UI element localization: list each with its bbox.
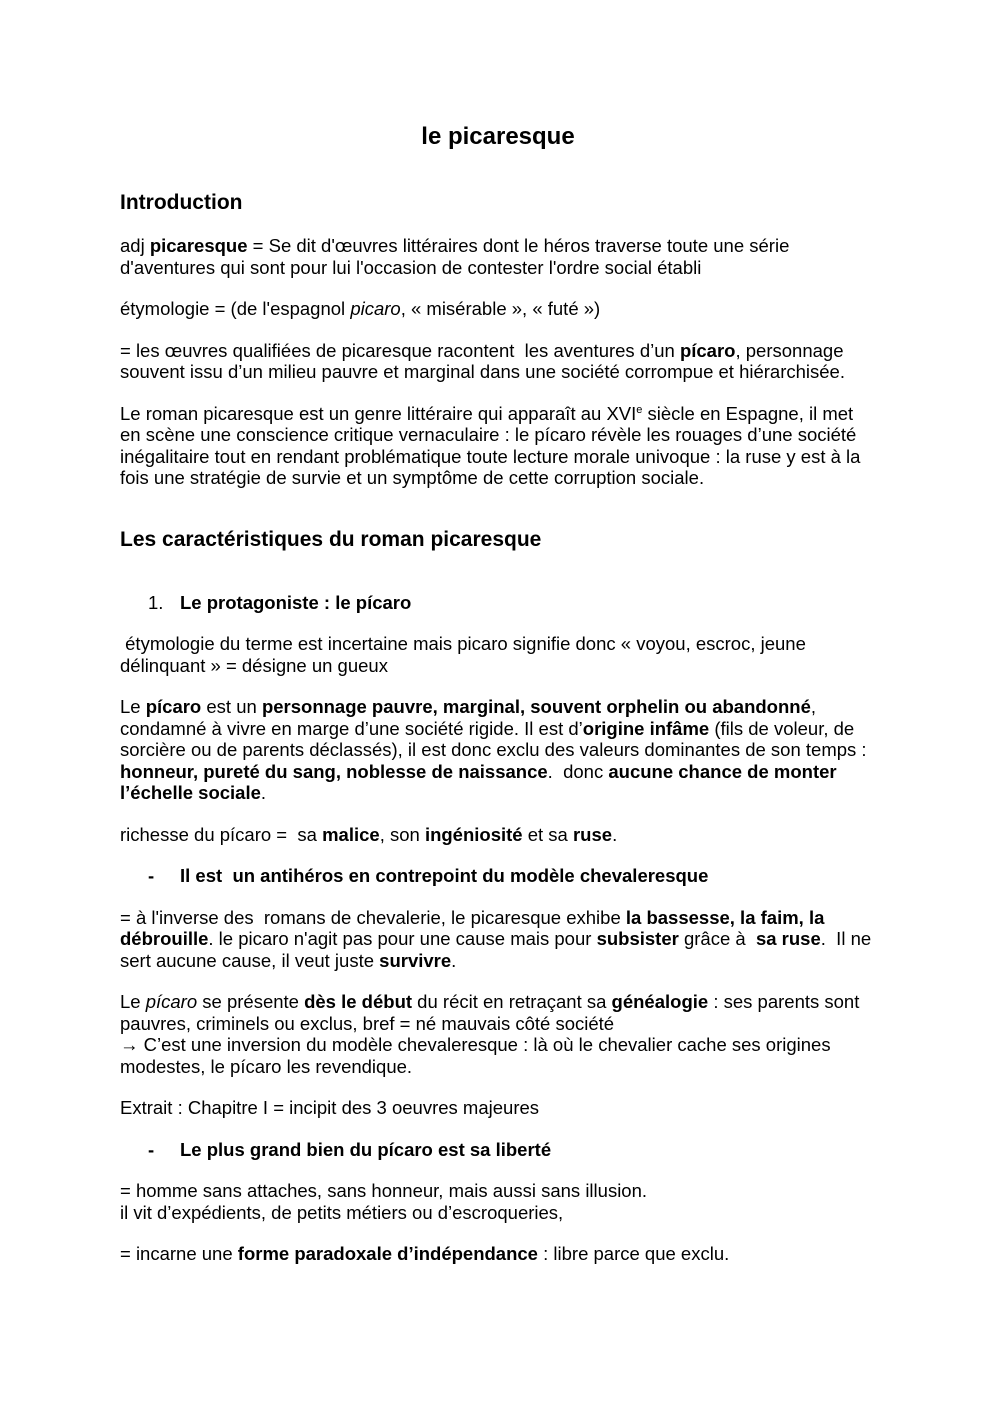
list-marker: 1. xyxy=(148,591,164,613)
text-run: . donc xyxy=(547,760,609,782)
text-run: la bassesse, la faim, la débrouille xyxy=(120,906,830,949)
text-run: dès le début xyxy=(304,991,413,1012)
text-run: Il est un antihéros en contrepoint du modèle chevaleresque xyxy=(180,865,709,886)
paragraph xyxy=(120,403,876,489)
text-run: sa ruse xyxy=(755,928,821,949)
list-item-dash xyxy=(148,865,876,887)
section-heading xyxy=(120,527,876,552)
text-run: e xyxy=(636,403,643,416)
paragraph xyxy=(120,907,876,972)
text-run: siècle en Espagne, il met en scène une conscience critique vernaculaire : le pícaro révèle les rouages d’une société inégalitaire tout en rendant problématique toute lecture morale univoque : la ruse y est à la fois une stratégie de survie et un symptôme de cette corruption sociale. xyxy=(120,402,866,488)
text-run: malice xyxy=(322,823,380,845)
text-run: → C’est une inversion du modèle chevaleresque : là où le chevalier cache ses origines modestes, le pícaro les revendique. xyxy=(120,1034,836,1077)
text-run: Extrait : Chapitre I = incipit des 3 oeuvres majeures xyxy=(120,1097,540,1118)
text-run: grâce à xyxy=(678,928,756,949)
paragraph xyxy=(120,1180,876,1223)
text-run: se présente xyxy=(197,991,305,1012)
text-run: = Se dit d'œuvres littéraires dont le héros traverse toute une série d'aventures qui sont pour lui l'occasion de contester l'ordre social établi xyxy=(120,235,795,278)
paragraph xyxy=(120,696,876,804)
text-run: richesse du pícaro = sa xyxy=(120,823,323,845)
paragraph xyxy=(120,1243,876,1265)
text-run: le picaresque xyxy=(421,123,575,150)
text-run: Le plus grand bien du pícaro est sa liberté xyxy=(180,1138,552,1160)
text-run: subsister xyxy=(596,928,679,949)
text-run: . xyxy=(451,949,457,971)
text-run: et sa xyxy=(522,823,573,845)
list-item-text xyxy=(180,1139,876,1161)
paragraph xyxy=(120,235,876,278)
text-run: picaro xyxy=(350,298,401,319)
paragraph xyxy=(120,824,876,846)
text-run: personnage pauvre, marginal, souvent orphelin ou abandonné xyxy=(261,696,811,717)
text-run: il vit d’expédients, de petits métiers ou d’escroqueries, xyxy=(120,1201,564,1223)
text-run: ruse xyxy=(572,823,613,845)
text-run: est un xyxy=(201,696,262,717)
text-run: Le xyxy=(120,991,146,1012)
paragraph xyxy=(120,1097,876,1119)
text-run: aucune chance de monter l’échelle sociale xyxy=(120,760,842,803)
list-item-text xyxy=(180,865,876,887)
text-run: : libre parce que exclu. xyxy=(537,1243,730,1264)
text-run: étymologie du terme est incertaine mais picaro signifie donc « voyou, escroc, jeune délinquant » = désigne un gueux xyxy=(120,633,812,676)
text-run: pícaro xyxy=(679,339,736,361)
text-run: . xyxy=(612,823,618,845)
list-marker: - xyxy=(148,1138,155,1160)
list-marker: - xyxy=(148,865,155,886)
text-run: survivre xyxy=(379,949,452,971)
paragraph xyxy=(120,991,876,1077)
text-run: du récit en retraçant sa xyxy=(412,991,612,1012)
text-run: = incarne une xyxy=(120,1243,238,1264)
text-run: (fils de voleur, de sorcière ou de parents déclassés), il est donc exclu des valeurs dominantes de son temps : xyxy=(120,717,872,760)
text-run: . le picaro n'agit pas pour une cause mais pour xyxy=(208,928,597,949)
paragraph xyxy=(120,633,876,676)
text-run: généalogie xyxy=(611,991,709,1012)
text-run: = à l'inverse des romans de chevalerie, le picaresque exhibe xyxy=(120,906,626,928)
text-run: : ses parents sont pauvres, criminels ou exclus, bref = né mauvais côté société xyxy=(120,991,865,1034)
section-heading xyxy=(120,190,876,215)
text-run: honneur, pureté du sang, noblesse de naissance xyxy=(120,760,548,782)
list-item-text xyxy=(180,592,876,614)
text-run: = les œuvres qualifiées de picaresque racontent les aventures d’un xyxy=(120,339,680,361)
text-run: , personnage souvent issu d’un milieu pauvre et marginal dans une société corrompue et hiérarchisée. xyxy=(120,339,849,382)
text-run: adj xyxy=(120,235,150,256)
list-item-dash xyxy=(148,1139,876,1161)
doc-title xyxy=(120,122,876,152)
text-run: pícaro xyxy=(145,696,202,717)
paragraph xyxy=(120,340,876,383)
text-run: forme paradoxale d’indépendance xyxy=(237,1243,538,1264)
text-run: Les caractéristiques du roman picaresque xyxy=(120,527,542,551)
text-run: Le roman picaresque est un genre littéraire qui apparaît au XVI xyxy=(120,402,637,424)
text-run: . xyxy=(260,782,267,803)
text-run: = homme sans attaches, sans honneur, mais aussi sans illusion. xyxy=(120,1180,648,1201)
text-run: Le xyxy=(120,696,146,717)
text-run: Introduction xyxy=(120,191,243,214)
list-item-numbered xyxy=(148,592,876,614)
text-run: picaresque xyxy=(149,235,248,256)
text-run: étymologie = (de l'espagnol xyxy=(120,298,351,319)
text-run: . Il ne sert aucune cause, il veut juste xyxy=(120,928,877,971)
text-run: , condamné à vivre en marge d’une société rigide. Il est d’ xyxy=(120,696,822,739)
text-run: , son xyxy=(379,823,425,845)
text-run: ingéniosité xyxy=(424,823,523,845)
text-run: pícaro xyxy=(145,991,198,1012)
paragraph xyxy=(120,298,876,320)
text-run: origine infâme xyxy=(582,717,710,739)
text-run: , « misérable », « futé ») xyxy=(400,298,601,319)
text-run: Le protagoniste : le pícaro xyxy=(180,591,412,613)
